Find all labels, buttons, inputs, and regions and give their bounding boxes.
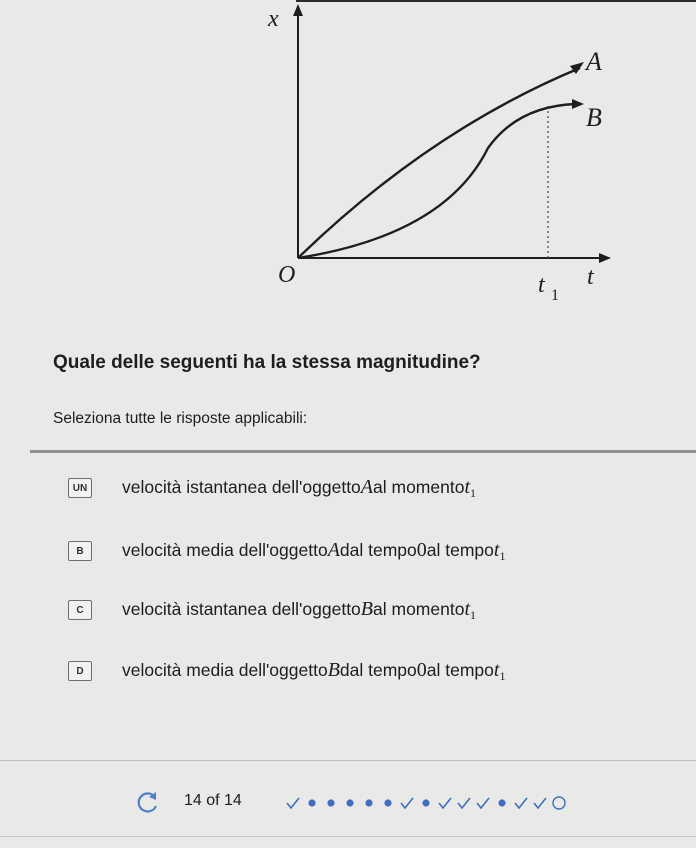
progress-item-check[interactable] (515, 798, 527, 808)
option-b-part3: al tempo (426, 539, 494, 560)
option-d-text (122, 659, 505, 684)
progress-item-dot[interactable] (365, 799, 372, 806)
option-c[interactable] (68, 598, 678, 622)
y-axis-label: x (268, 6, 279, 32)
option-c-sub: 1 (470, 607, 477, 622)
option-a-letter[interactable]: UN (68, 478, 92, 498)
option-c-text (122, 598, 476, 623)
option-d-part2: dal tempo (339, 659, 417, 680)
options-divider (30, 450, 696, 453)
progress-item-dot[interactable] (327, 799, 334, 806)
progress-item-dot[interactable] (384, 799, 391, 806)
option-b-sub: 1 (499, 548, 506, 563)
option-d-letter[interactable]: D (68, 661, 92, 681)
y-axis-arrow (293, 4, 303, 16)
option-d-object: B (327, 658, 340, 681)
option-c-var: t (464, 597, 471, 620)
option-b-letter[interactable]: B (68, 541, 92, 561)
footer-divider (0, 760, 696, 761)
progress-item-dot[interactable] (346, 799, 353, 806)
question-title: Quale delle seguenti ha la stessa magnitudine? (53, 352, 481, 373)
footer-rule (0, 836, 696, 837)
option-a-part1: velocità istantanea dell'oggetto (122, 476, 361, 497)
progress-item-dot[interactable] (498, 799, 505, 806)
question-instruction: Seleziona tutte le risposte applicabili: (53, 410, 308, 427)
progress-track[interactable] (283, 790, 583, 816)
option-c-letter[interactable]: C (68, 600, 92, 620)
progress-label: 14 of 14 (184, 792, 242, 809)
progress-item-check[interactable] (458, 798, 470, 808)
progress-item-check[interactable] (477, 798, 489, 808)
progress-item-dot[interactable] (308, 799, 315, 806)
curve-a-label: A (586, 47, 602, 76)
option-b[interactable] (68, 539, 678, 563)
option-a-object: A (360, 475, 374, 498)
curve-b-label: B (586, 103, 602, 132)
progress-item-check[interactable] (287, 798, 299, 808)
option-c-part2: al momento (373, 598, 465, 619)
option-b-zero: 0 (416, 538, 427, 561)
curve-b-arrow (572, 99, 584, 109)
option-b-object: A (327, 538, 340, 561)
curve-a (298, 68, 580, 258)
t1-subscript: 1 (551, 287, 559, 304)
option-d-part3: al tempo (426, 659, 494, 680)
option-b-part2: dal tempo (339, 539, 417, 560)
position-time-graph (0, 0, 696, 340)
progress-item-dot[interactable] (422, 799, 429, 806)
refresh-icon[interactable] (134, 790, 160, 816)
progress-item-check[interactable] (534, 798, 546, 808)
curve-b (298, 104, 576, 258)
option-b-part1: velocità media dell'oggetto (122, 539, 328, 560)
progress-item-current[interactable] (553, 797, 565, 809)
option-d[interactable] (68, 659, 678, 683)
option-b-var: t (493, 538, 500, 561)
x-axis-arrow (599, 253, 611, 263)
progress-item-check[interactable] (439, 798, 451, 808)
option-c-part1: velocità istantanea dell'oggetto (122, 598, 361, 619)
option-a-sub: 1 (470, 485, 477, 500)
x-axis-label: t (587, 264, 594, 290)
origin-label: O (278, 262, 296, 288)
progress-item-check[interactable] (401, 798, 413, 808)
option-a[interactable] (68, 476, 678, 500)
option-c-object: B (360, 597, 374, 620)
option-d-var: t (493, 658, 500, 681)
option-a-part2: al momento (373, 476, 465, 497)
option-d-zero: 0 (416, 658, 427, 681)
t1-label: t (538, 272, 545, 298)
option-d-sub: 1 (499, 668, 506, 683)
option-b-text (122, 539, 505, 564)
option-d-part1: velocità media dell'oggetto (122, 659, 328, 680)
option-a-var: t (464, 475, 471, 498)
option-a-text (122, 476, 476, 501)
